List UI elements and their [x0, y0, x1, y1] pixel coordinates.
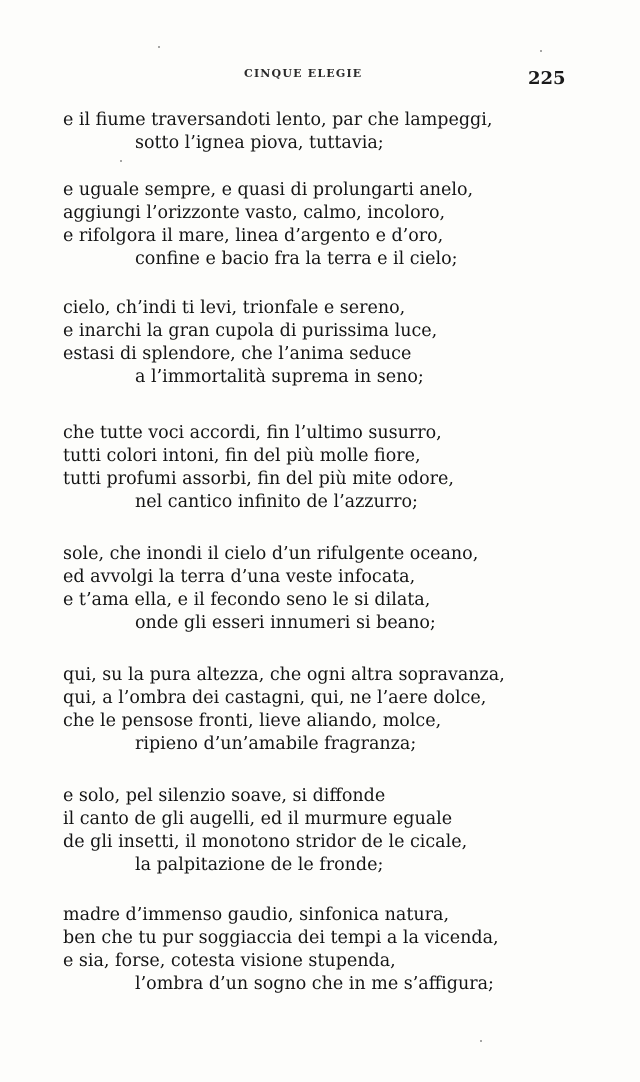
verse-line-indented: onde gli esseri innumeri si beano; [135, 613, 436, 633]
verse-line: aggiungi l’orizzonte vasto, calmo, incoloro, [63, 203, 446, 223]
verse-line: madre d’immenso gaudio, sinfonica natura, [63, 905, 450, 925]
verse-line: tutti profumi assorbi, fin del più mite odore, [63, 469, 454, 489]
verse-line-indented: confine e bacio fra la terra e il cielo; [135, 249, 458, 269]
verse-line: sole, che inondi il cielo d’un rifulgente oceano, [63, 544, 479, 564]
verse-line: estasi di splendore, che l’anima seduce [63, 344, 412, 364]
verse-line: il canto de gli augelli, ed il murmure eguale [63, 809, 453, 829]
verse-line: tutti colori intoni, fin del più molle fiore, [63, 446, 421, 466]
verse-line: cielo, ch’indi ti levi, trionfale e sereno, [63, 298, 406, 318]
verse-line: ed avvolgi la terra d’una veste infocata, [63, 567, 416, 587]
verse-line: de gli insetti, il monotono stridor de le cicale, [63, 832, 468, 852]
verse-line-indented: l’ombra d’un sogno che in me s’affigura; [135, 974, 494, 994]
scan-speck [480, 1040, 482, 1042]
verse-line: e t’ama ella, e il fecondo seno le si dilata, [63, 590, 431, 610]
verse-line-indented: sotto l’ignea piova, tuttavia; [135, 133, 384, 153]
verse-line: e rifolgora il mare, linea d’argento e d’oro, [63, 226, 444, 246]
page-number: 225 [528, 68, 566, 89]
verse-line-indented: ripieno d’un’amabile fragranza; [135, 734, 417, 754]
scan-speck [158, 46, 160, 48]
verse-line: e uguale sempre, e quasi di prolungarti anelo, [63, 180, 474, 200]
verse-line: qui, su la pura altezza, che ogni altra sopravanza, [63, 665, 505, 685]
scan-speck [540, 50, 542, 52]
verse-line: ben che tu pur soggiaccia dei tempi a la vicenda, [63, 928, 499, 948]
scan-speck [120, 160, 122, 162]
verse-line: qui, a l’ombra dei castagni, qui, ne l’aere dolce, [63, 688, 487, 708]
verse-line: che tutte voci accordi, fin l’ultimo susurro, [63, 423, 442, 443]
verse-line-indented: a l’immortalità suprema in seno; [135, 367, 424, 387]
verse-line: e solo, pel silenzio soave, si diffonde [63, 786, 386, 806]
verse-line-indented: nel cantico infinito de l’azzurro; [135, 492, 418, 512]
verse-line-indented: la palpitazione de le fronde; [135, 855, 384, 875]
verse-line: e il fiume traversandoti lento, par che lampeggi, [63, 110, 493, 130]
verse-line: e inarchi la gran cupola di purissima luce, [63, 321, 438, 341]
running-title: CINQUE ELEGIE [244, 67, 363, 80]
verse-line: e sia, forse, cotesta visione stupenda, [63, 951, 396, 971]
verse-line: che le pensose fronti, lieve aliando, molce, [63, 711, 442, 731]
